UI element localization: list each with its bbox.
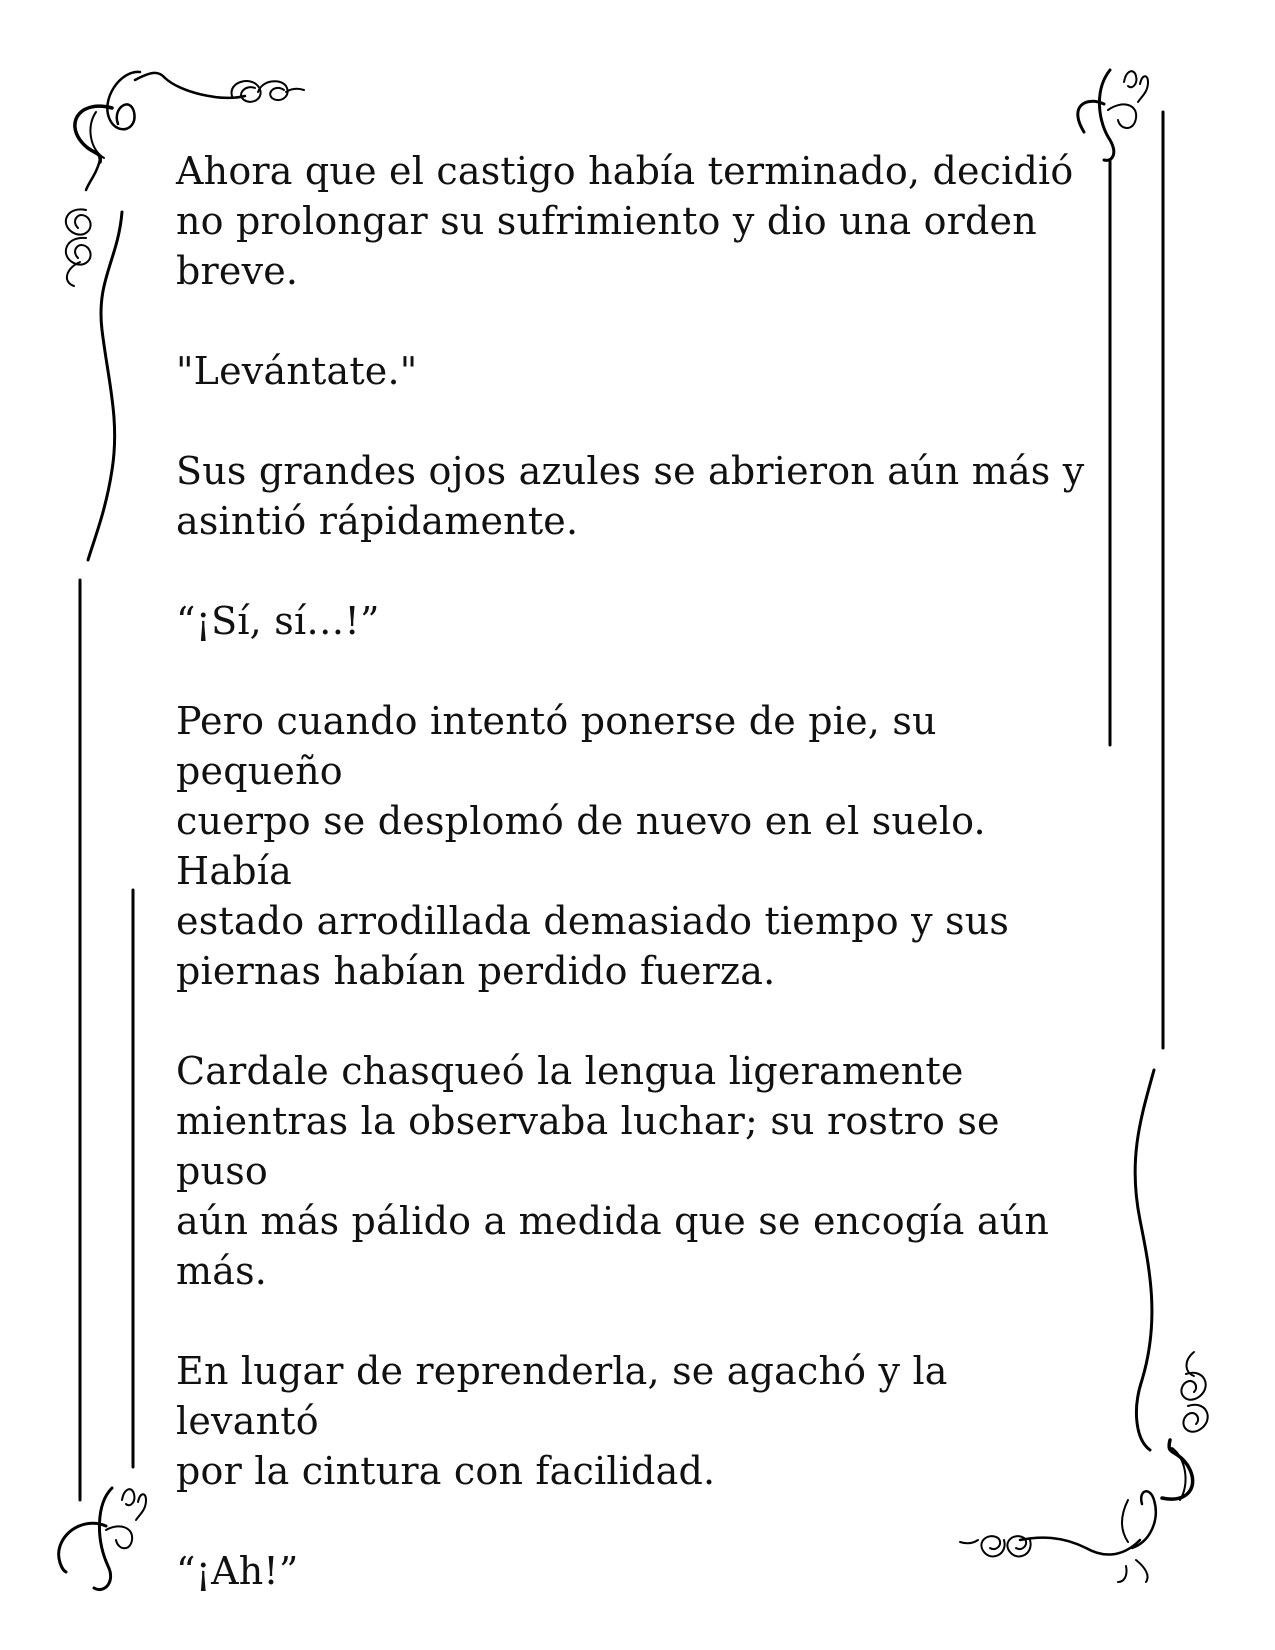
paragraph: Pero cuando intentó ponerse de pie, su pequeño cuerpo se desplomó de nuevo en el suelo. Había estado arrodillada demasiado tiempo y sus piernas habían perdido fuerza. [176, 699, 1010, 993]
paragraph: “¡Ah!” [176, 1549, 299, 1593]
paragraph: Cardale chasqueó la lengua ligeramente mientras la observaba luchar; su rostro se puso aún más pálido a medida que se encogía aún más. [176, 1049, 1050, 1293]
paragraph: “¡Sí, sí…!” [176, 599, 380, 643]
paragraph: Ahora que el castigo había terminado, decidió no prolongar su sufrimiento y dio una orden breve. [176, 149, 1074, 293]
paragraph: En lugar de reprenderla, se agachó y la levantó por la cintura con facilidad. [176, 1349, 948, 1493]
paragraph: Sus grandes ojos azules se abrieron aún más y asintió rápidamente. [176, 449, 1085, 543]
paragraph: "Levántate." [176, 349, 418, 393]
story-text [176, 146, 1096, 1646]
flourish-bottom-left [59, 1488, 146, 1590]
